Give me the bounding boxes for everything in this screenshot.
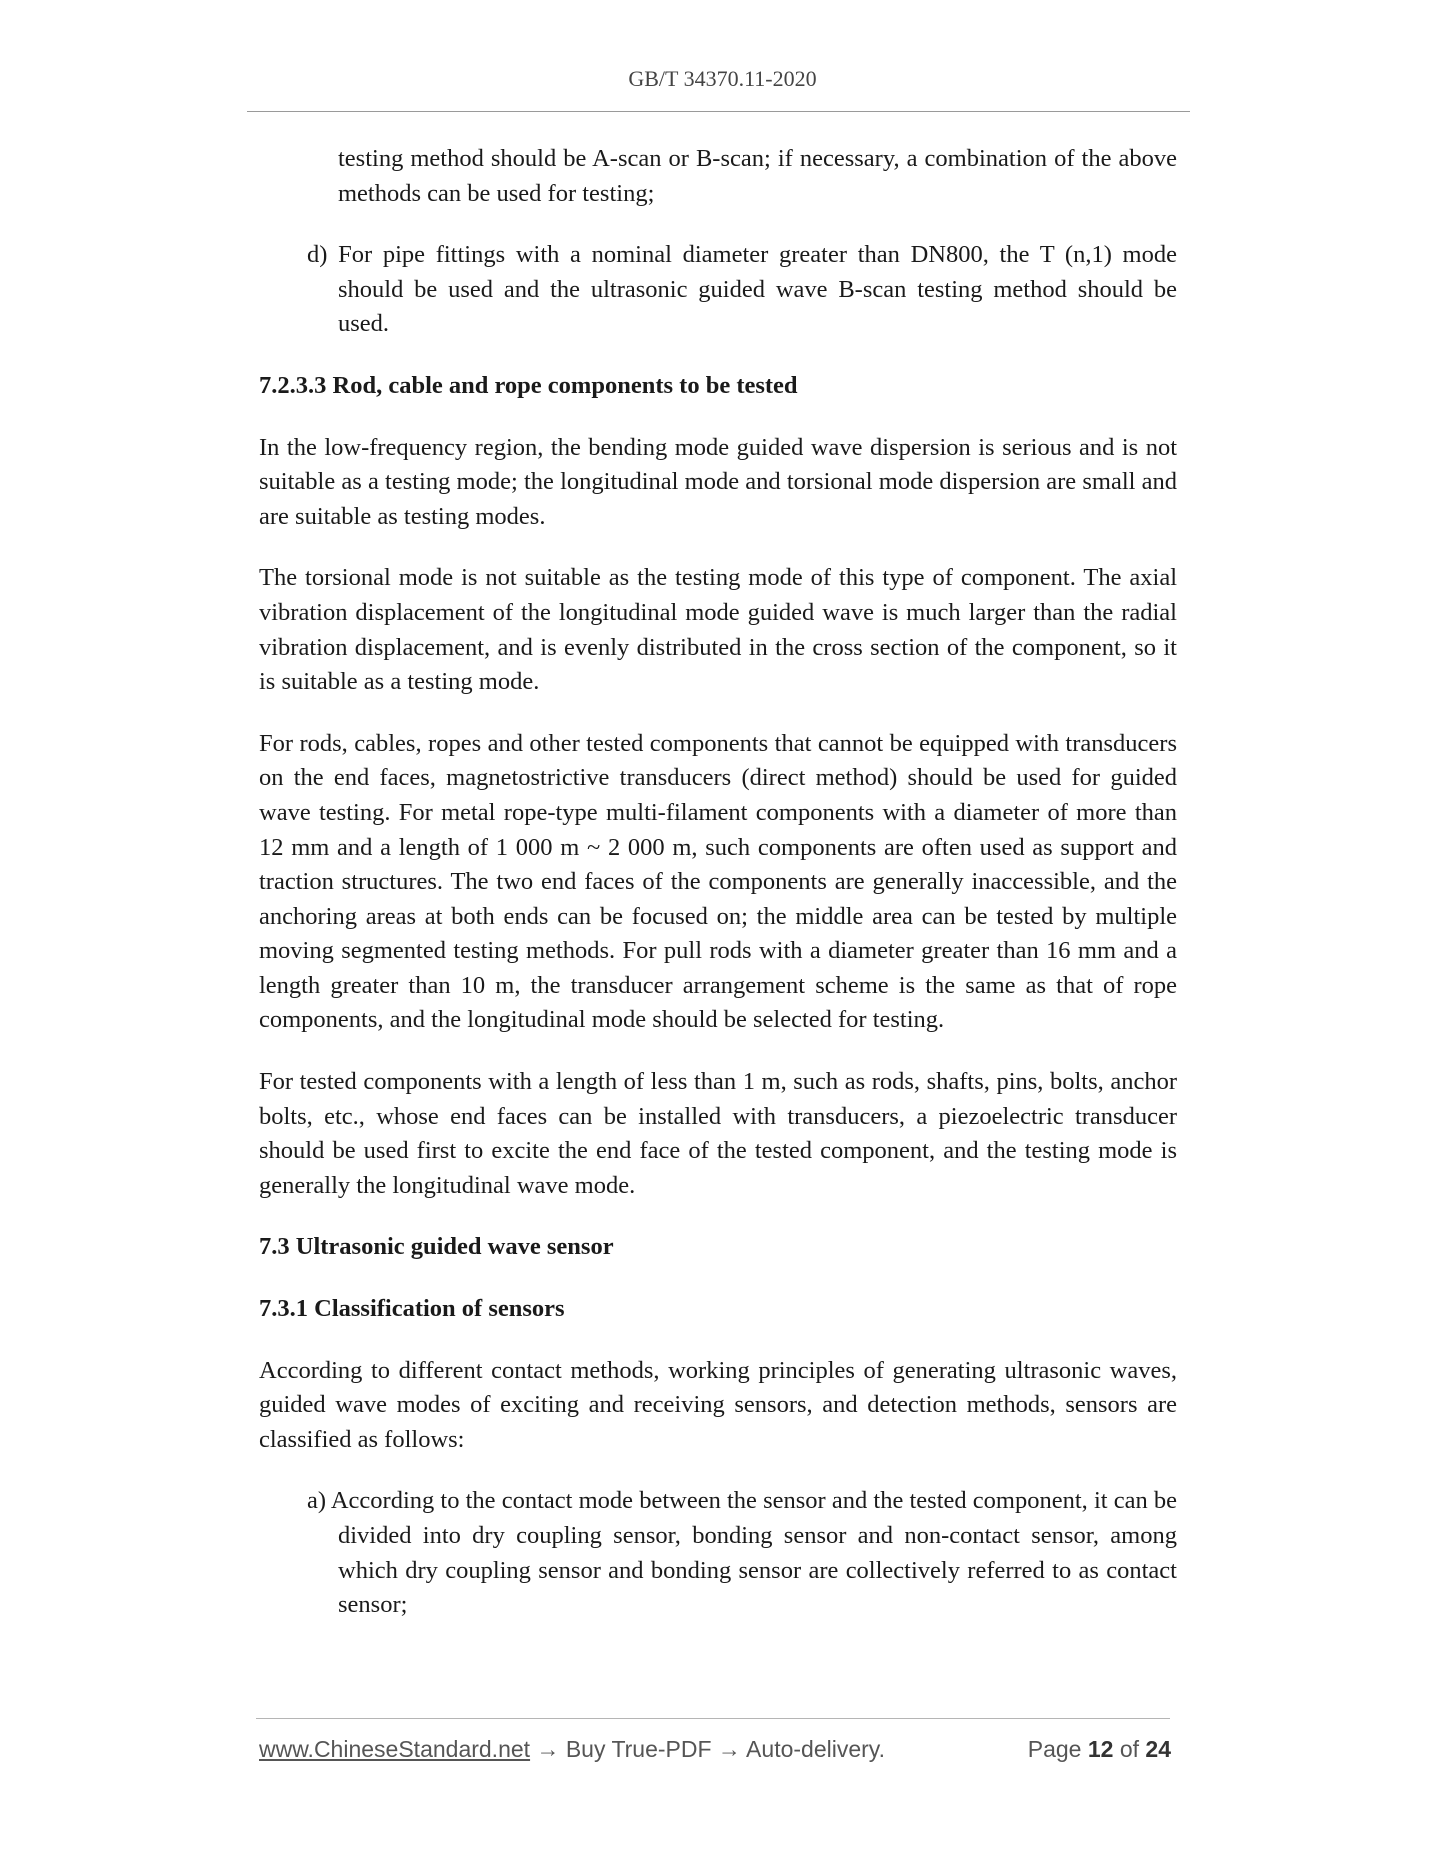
document-body [259, 142, 1177, 1650]
paragraph-sensor-classification: According to different contact methods, working principles of generating ultrasonic waves, guided wave modes of exciting and receiving sensors, and detection methods, sensors are classified as follows: [259, 1356, 1177, 1453]
list-item-c-continuation: testing method should be A-scan or B-scan; if necessary, a combination of the above methods can be used for testing; [338, 145, 1177, 207]
paragraph-bending-mode: In the low-frequency region, the bending mode guided wave dispersion is serious and is not suitable as a testing mode; the longitudinal mode and torsional mode dispersion are small and are suitable as testing modes. [259, 433, 1177, 530]
paragraph-rods-cables-ropes: For rods, cables, ropes and other tested components that cannot be equipped with transducers on the end faces, magnetostrictive transducers (direct method) should be used for guided wave testing. For metal rope-type multi-filament components with a diameter of more than 12 mm and a length of 1 000 m ~ 2 000 m, such components are often used as support and traction structures. The two end faces of the components are generally inaccessible, and the anchoring areas at both ends can be focused on; the middle area can be tested by multiple moving segmented testing methods. For pull rods with a diameter greater than 16 mm and a length greater than 10 m, the transducer arrangement scheme is the same as that of rope components, and the longitudinal mode should be selected for testing. [259, 729, 1177, 1034]
page-footer [259, 1736, 1171, 1763]
page-counter [1028, 1736, 1171, 1763]
paragraph-torsional-mode: The torsional mode is not suitable as the testing mode of this type of component. The axial vibration displacement of the longitudinal mode guided wave is much larger than the radial vibration displacement, and is evenly distributed in the cross section of the component, so it is suitable as a testing mode. [259, 564, 1177, 696]
page-number: 12 [1087, 1736, 1114, 1762]
section-heading-7-2-3-3: 7.2.3.3 Rod, cable and rope components to be tested [259, 371, 798, 399]
section-heading-7-3-1: 7.3.1 Classification of sensors [259, 1295, 565, 1323]
paragraph-short-components: For tested components with a length of less than 1 m, such as rods, shafts, pins, bolts, anchor bolts, etc., whose end faces can be installed with transducers, a piezoelectric transducer should be used first to excite the end face of the tested component, and the testing mode is generally the longitudinal wave mode. [259, 1068, 1177, 1199]
footer-divider [256, 1718, 1170, 1719]
page-label: Page [1027, 1736, 1082, 1762]
page-header-title: GB/T 34370.11-2020 [628, 66, 817, 91]
chinesestandard-link[interactable]: www.ChineseStandard.net [259, 1736, 531, 1762]
footer-tagline: → Buy True-PDF → Auto-delivery. [530, 1736, 885, 1762]
total-pages: 24 [1145, 1736, 1171, 1762]
section-heading-7-3: 7.3 Ultrasonic guided wave sensor [259, 1233, 614, 1261]
header-divider [247, 111, 1190, 112]
list-item-a: a) According to the contact mode between the sensor and the tested component, it can be divided into dry coupling sensor, bonding sensor and non-contact sensor, among which dry coupling sensor and bonding sensor are collectively referred to as contact sensor; [307, 1487, 1177, 1619]
of-label: of [1119, 1736, 1140, 1762]
list-item-d: d) For pipe fittings with a nominal diameter greater than DN800, the T (n,1) mode should be used and the ultrasonic guided wave B-scan testing method should be used. [307, 241, 1177, 338]
